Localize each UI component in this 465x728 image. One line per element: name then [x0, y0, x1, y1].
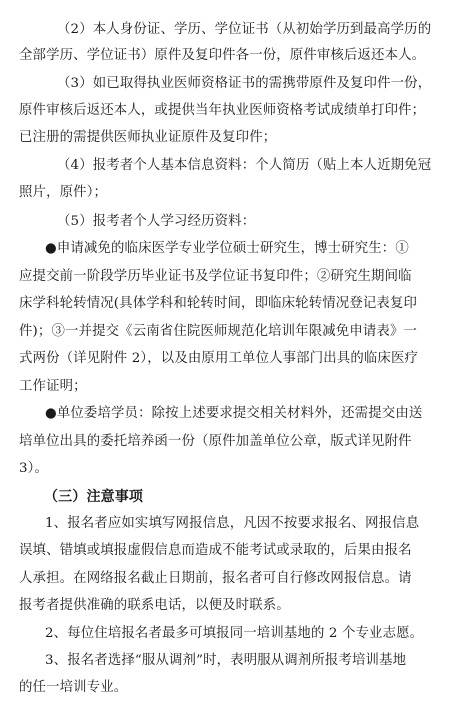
text-line: 3、报名者选择“服从调剂”时，表明服从调剂所报考培训基地	[45, 653, 407, 668]
text-line: 报考者提供准确的联系电话，以便及时联系。	[19, 598, 290, 613]
text-line: 已注册的需提供医师执业证原件及复印件；	[19, 130, 277, 145]
text-line: （5）报考者个人学习经历资料：	[57, 214, 256, 229]
text-line: 件)；③一并提交《云南省住院医师规范化培训年限减免申请表》一	[19, 324, 418, 339]
text-line: 全部学历、学位证书）原件及复印件各一份，原件审核后返还本人。	[19, 48, 426, 63]
text-line: （2）本人身份证、学历、学位证书（从初始学历到最高学历的	[57, 22, 432, 37]
text-line: 原件审核后返还本人，或提供当年执业医师资格考试成绩单打印件；	[19, 103, 426, 118]
text-line: 3）。	[19, 461, 49, 476]
text-line: ●单位委培学员：除按上述要求提交相关材料外，还需提交由送	[45, 406, 423, 421]
text-line: 2、每位住培报名者最多可填报同一培训基地的 2 个专业志愿。	[45, 626, 424, 641]
text-line: 照片，原件）；	[19, 185, 108, 200]
text-line: 床学科轮转情况(具体学科和轮转时间，即临床轮转情况登记表复印	[19, 296, 418, 311]
text-line: （3）如已取得执业医师资格证书的需携带原件及复印件一份，	[57, 76, 432, 91]
text-line: 误填、错填或填报虚假信息而造成不能考试或录取的，后果由报名	[19, 543, 412, 558]
section-heading: （三）注意事项	[44, 489, 144, 505]
text-line: 1、报名者应如实填写网报信息，凡因不按要求报名、网报信息	[45, 516, 420, 531]
text-line: 的任一培训专业。	[19, 680, 128, 695]
text-line: 式两份（详见附件 2），以及由原用工单位人事部门出具的临床医疗	[19, 351, 419, 366]
text-line: 培单位出具的委托培养函一份（原件加盖单位公章，版式详见附件	[19, 434, 412, 449]
text-line: （4）报考者个人基本信息资料：个人简历（贴上本人近期免冠	[57, 158, 432, 173]
text-line: 工作证明；	[19, 379, 87, 394]
text-line: 人承担。在网络报名截止日期前，报名者可自行修改网报信息。请	[19, 571, 412, 586]
text-line: ●申请减免的临床医学专业学位硕士研究生，博士研究生：①	[45, 241, 409, 256]
text-line: 应提交前一阶段学历毕业证书及学位证书复印件；②研究生期间临	[19, 269, 412, 284]
